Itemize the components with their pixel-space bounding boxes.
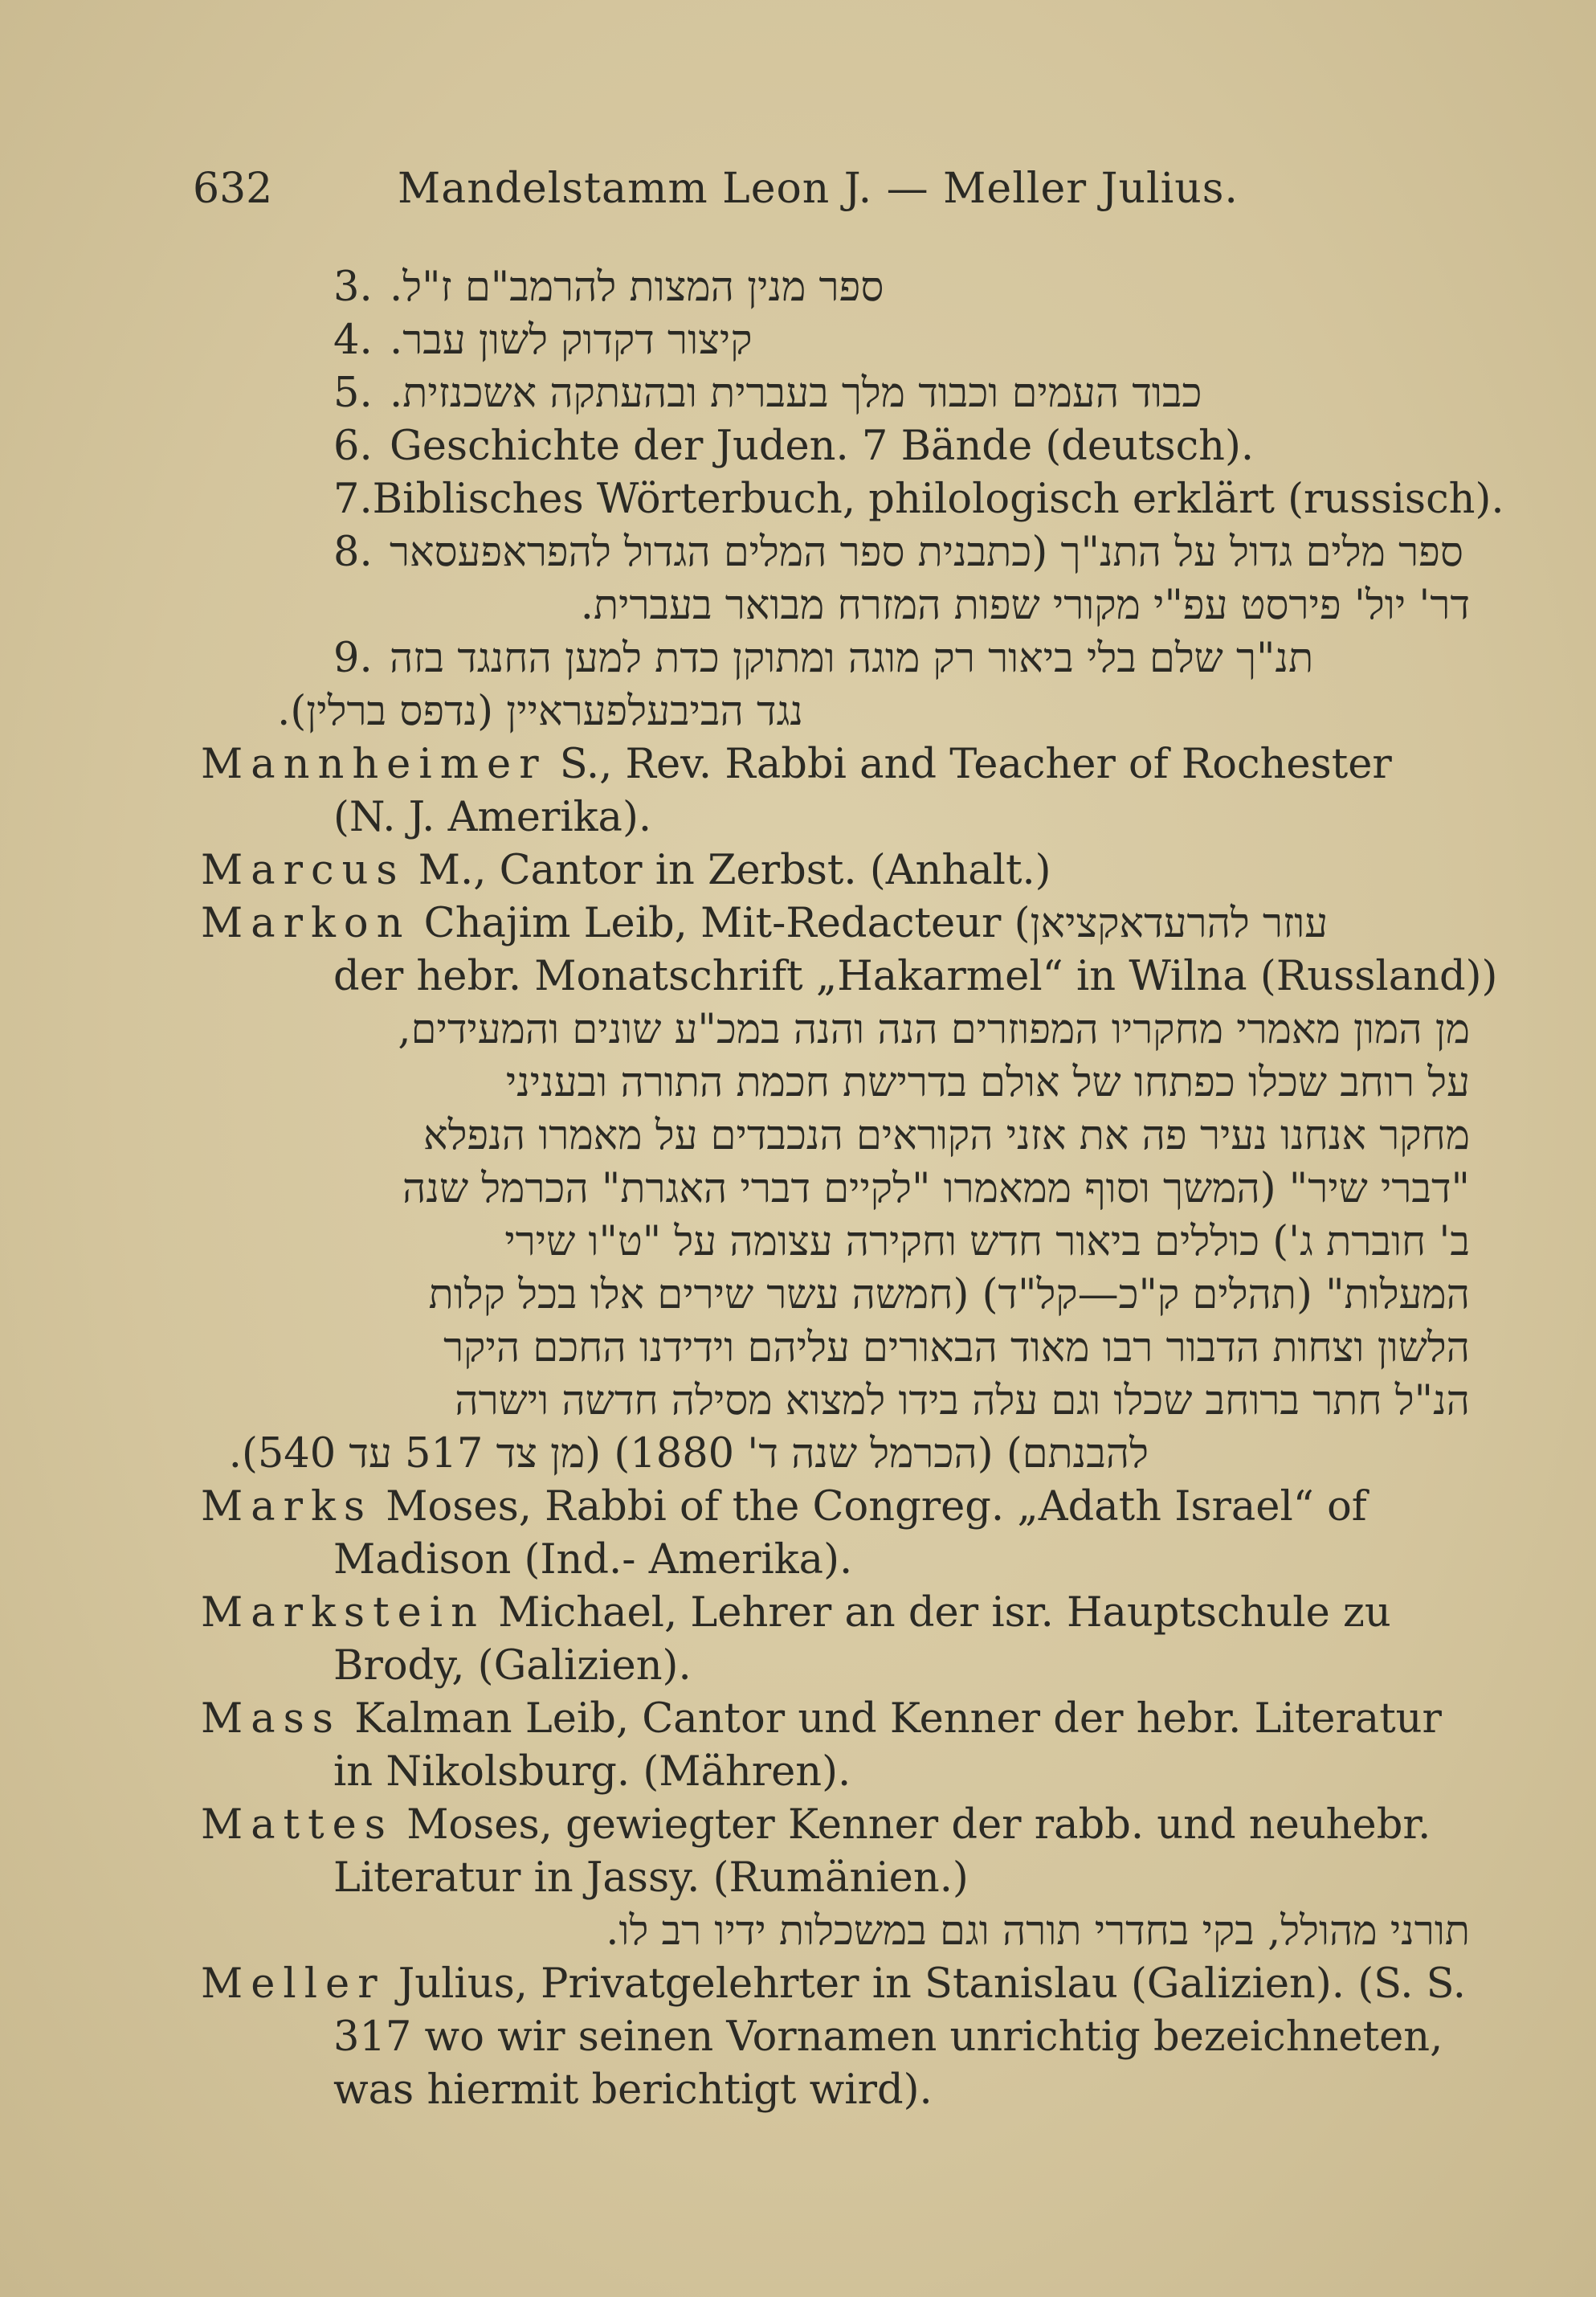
page-header [193, 165, 1443, 221]
list-item: 6. Geschichte der Juden. 7 Bände (deutsch). [333, 423, 1255, 470]
list-item-continuation: נגד הביבעלפעראיין (נדפס ברלין). [277, 688, 803, 735]
page-body: 3. ספר מנין המצות להרמב"ם ז"ל. 4. קיצור דקדוק לשון עבר. 5. כבוד העמים וכבוד מלך בעברית ובהעתקה אשכנזית. 6. Geschichte der Juden. 7 Bände (deutsch). 7. Biblisches Wörterbuch, philologisch erklärt (russisch). 8. ספר מלים גדול על התנ"ך (כתבנית ספר המלים הגדול להפראפעסאר דר' יול' פירסט עפ"י מקורי שפות המזרח מבואר בעברית. 9. תנ"ך שלם בלי ביאור רק מוגה ומתוקן כדת למען החנגד בזה נגד הביבעלפעראיין (נדפס ברלין). Mannheimer S., Rev. Rabbi and Teacher of Rochester (N. J. Amerika). Marcus M., Cantor in Zerbst. (Anhalt.) Markon Chajim Leib, Mit-Redacteur (עוזר להרעדאקציאן der hebr. Monatschrift „Hakarmel“ in Wilna (Russland)) מן המון מאמרי מחקריו המפוזרים הנה והנה במכ"ע שונים והמעידים, על רוחב שכלו כפתחו של אולם בדרישת חכמת התורה ובעניני מחקר אנחנו נעיר פה את אזני הקוראים הנכבדים על מאמרו הנפלא "דברי שיר" (המשך וסוף ממאמרו "לקיים דברי האגרת" הכרמל שנה ב' חוברת ג') כוללים ביאור חדש וחקירה עצומה על "ט"ו שירי המעלות" (תהלים ק"כ—קל"ד) (חמשה עשר שירים אלו בכל קלות הלשון וצחות הדבור רבו מאוד הבאורים עליהם וידידנו החכם היקר הנ"ל חתר ברוחב שכלו וגם עלה בידו למצוא מסילה חדשה וישרה להבנתם) (הכרמל שנה ד' 1880) (מן צד 517 עד 540). Marks Moses, Rabbi of the Congreg. „Adath Israel“ of Madison (Ind.- Amerika). Markstein Michael, Lehrer an der isr. Hauptschule zu Brody, (Galizien). Mass Kalman Leib, Cantor und Kenner der hebr. Literatur in Nikolsburg. (Mähren). Mattes Moses, gewiegter Kenner der rabb. und neuhebr. Literatur in Jassy. (Rumänien.) תורני מהולל, בקי בחדרי תורה וגם במשכלות ידיו רב לו. Meller Julius, Privatgelehrter in Stanislau (Galizien). (S. S. 317 wo wir seinen Vornamen unrichtig bezeichneten, was hiermit berichtigt wird). [201, 261, 1470, 2117]
entry-mattes: Mattes Moses, gewiegter Kenner der rabb. und neuhebr. [201, 1801, 1431, 1849]
entry-mass: Mass Kalman Leib, Cantor und Kenner der hebr. Literatur [201, 1695, 1442, 1743]
entry-mannheimer: Mannheimer S., Rev. Rabbi and Teacher of Rochester [201, 741, 1392, 788]
entry-marks: Marks Moses, Rabbi of the Congreg. „Adath Israel“ of [201, 1483, 1367, 1531]
running-title: Mandelstamm Leon J. — Meller Julius. [398, 165, 1239, 213]
list-item: 3. ספר מנין המצות להרמב"ם ז"ל. [333, 264, 884, 311]
list-item-continuation: דר' יול' פירסט עפ"י מקורי שפות המזרח מבואר בעברית. [580, 582, 1470, 629]
page-number: 632 [193, 165, 273, 213]
entry-markstein: Markstein Michael, Lehrer an der isr. Hauptschule zu [201, 1589, 1391, 1637]
list-item: 5. כבוד העמים וכבוד מלך בעברית ובהעתקה אשכנזית. [333, 370, 1202, 417]
list-item: 8. ספר מלים גדול על התנ"ך (כתבנית ספר המלים הגדול להפראפעסאר [333, 529, 1463, 576]
entry-meller: Meller Julius, Privatgelehrter in Stanislau (Galizien). (S. S. [201, 1960, 1466, 2008]
list-item: 4. קיצור דקדוק לשון עבר. [333, 317, 753, 364]
list-item: 9. תנ"ך שלם בלי ביאור רק מוגה ומתוקן כדת למען החנגד בזה [333, 635, 1314, 682]
entry-markon: Markon Chajim Leib, Mit-Redacteur (עוזר להרעדאקציאן [201, 900, 1329, 947]
entry-marcus: Marcus M., Cantor in Zerbst. (Anhalt.) [201, 847, 1051, 894]
list-item: 7. Biblisches Wörterbuch, philologisch erklärt (russisch). [333, 476, 1504, 523]
